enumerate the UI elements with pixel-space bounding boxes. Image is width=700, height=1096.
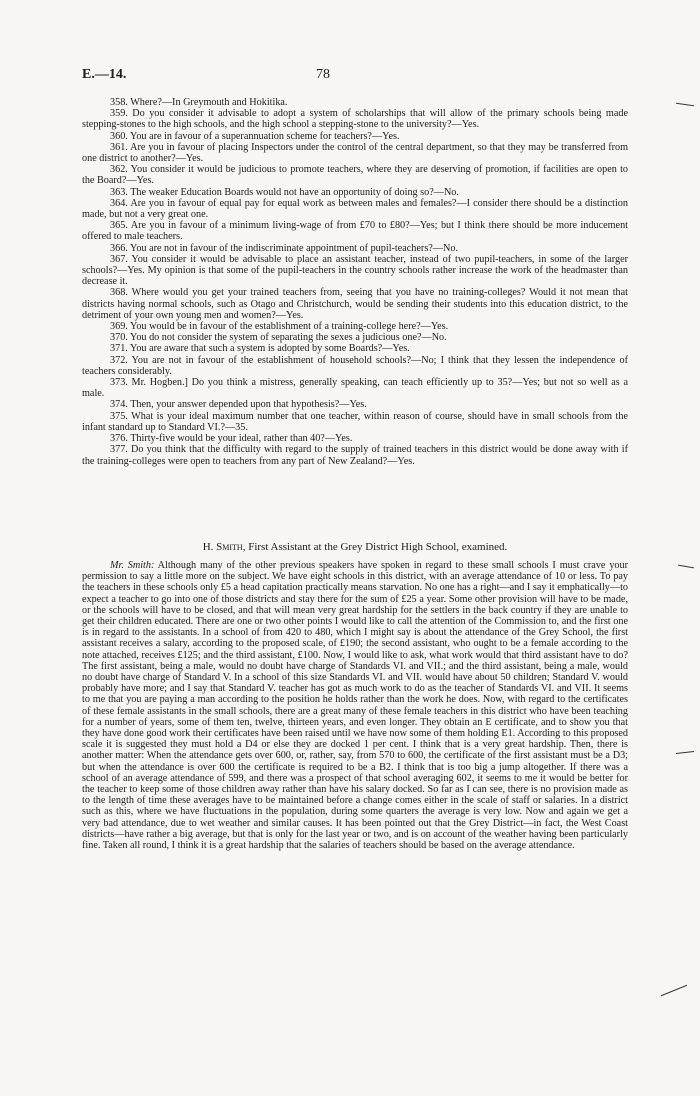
qa-paragraph: 359. Do you consider it advisable to adopt a system of scholarships that will allow of the primary schools being made stepping-stones to the high schools, and the high school a stepping-stone to the university?—Yes. <box>82 108 628 131</box>
qa-paragraph: 377. Do you think that the difficulty with regard to the supply of trained teachers in this district would be done away with if the training-colleges were open to teachers from any part of New Zealand?—Yes. <box>82 444 628 467</box>
qa-paragraph: 373. Mr. Hogben.] Do you think a mistress, generally speaking, can teach efficiently up to 35?—Yes; but not so well as a male. <box>82 377 628 400</box>
qa-paragraph: 369. You would be in favour of the establishment of a training-college here?—Yes. <box>110 321 449 333</box>
qa-paragraph: 365. Are you in favour of a minimum living-wage of from £70 to £80?—Yes; but I think there should be more inducement offered to male teachers. <box>82 220 628 243</box>
qa-paragraph: 370. You do not consider the system of separating the sexes a judicious one?—No. <box>110 332 447 344</box>
margin-pencil-mark <box>678 565 694 569</box>
testimony-paragraph <box>82 560 628 851</box>
qa-paragraph: 374. Then, your answer depended upon that hypothesis?—Yes. <box>110 399 367 411</box>
qa-paragraph: 361. Are you in favour of placing Inspectors under the control of the central department, so that they may be transferred from one district to another?—Yes. <box>82 141 628 165</box>
qa-paragraph: 366. You are not in favour of the indiscriminate appointment of pupil-teachers?—No. <box>110 242 458 254</box>
witness-heading <box>82 541 628 553</box>
qa-paragraph: 371. You are aware that such a system is adopted by some Boards?—Yes. <box>110 343 410 355</box>
qa-paragraph: 368. Where would you get your trained teachers from, seeing that you have no training-colleges? Would it not mean that districts having normal schools, such as Otago and Christchurch, would be sending their students into this education district, to the detriment of your own young men and women?—Yes. <box>82 287 628 321</box>
parliamentary-paper-reference: E.—14. <box>82 67 127 82</box>
page-header <box>82 67 630 87</box>
qa-paragraph: 372. You are not in favour of the establishment of household schools?—No; I think that they lessen the independence of teachers considerably. <box>82 354 628 377</box>
witness-description: , First Assistant at the Grey District High School, examined. <box>242 541 508 553</box>
question-answer-list <box>82 97 628 467</box>
margin-pencil-mark <box>676 751 694 754</box>
testimony-text: Although many of the other previous speakers have spoken in regard to these small schools I must crave your permission to say a little more on the subject. We have eight schools in this district, with an average attendance of 10 or less. To pay the teachers in these schools only £5 a head capitation practically means starvation. No one has a right—and I say it emphatically—to expect a teacher to go into one of those districts and stay there for the sum of £25 a year. Some other provision will have to be made, or the schools will have to be closed, and that will mean very great hardship for the settlers in the back country if they are unable to get their children educated. There are one or two other points I would like to call the attention of the Commission to, and the first one is in regard to the assistants. In a school of from 420 to 480, which I might say is about the attendance of the Grey School, the first assistant receives a salary, according to the proposed scale, of £190; the second assistant, who ought to be a female according to the note attached, receives £125; and the third assistant, £100. Now, I would like to ask, what work would that third assistant have to do? The first assistant, being a male, would no doubt have charge of Standards VI. and VII.; and the third assistant, being a male, would no doubt have charge of Standard V. In a school of this size Standards VI. and VII. would have about 50 children; Standard V. would probably have more; and I say that Standard V. teacher has got as much work to do as the teacher of Standards VI. and VII. It seems to me that you are paying a man according to the position he holds rather than the work he does. Now, with regard to the certificates of these female assistants in the small schools, there are a great many of these female teachers in this district who have been teaching for a number of years, some of them ten, twelve, thirteen years, and even longer. They obtain an E certificate, and to show you that they have done good work their certificates have been raised until we have now some of them holding E1. According to this proposed scale it is suggested they must hold a D4 or else they are docked 1 per cent. I think that is a very great hardship. Then, there is another matter: When the attendance gets over 600, or, rather, say, from 570 to 600, the certificate of the first assistant must be a D3; but when the attendance is over 600 the certificate is required to be a B2. I think that is too big a jump altogether. If there was a school of an average attendance of 599, and there was a prospect of that school averaging 602, it seems to me it would be better for the teacher to keep some of those children away rather than have his salary docked. So far as I can see, there is no provision made as to the length of time these averages have to be maintained before a change comes either in the scale of staff or salaries. In a district such as this, where we have fluctuations in the population, during some quarters the average is very low. Now and again we get a very bad attendance, due to wet weather and similar causes. It has been pointed out that the Grey District—in fact, the West Coast districts—have rather a big average, but that is only for the last year or two, and is on account of the weather having been particularly fine. Taken all round, I think it is a great hardship that the salaries of teachers should be based on the average attendance. <box>82 560 628 852</box>
qa-paragraph: 375. What is your ideal maximum number that one teacher, within reason of course, should have in small schools from the infant standard up to Standard VI.?—35. <box>82 410 628 433</box>
page-number: 78 <box>316 67 330 82</box>
speaker-name: Mr. Smith: <box>110 560 155 571</box>
margin-pencil-mark <box>661 985 687 996</box>
qa-paragraph: 360. You are in favour of a superannuation scheme for teachers?—Yes. <box>110 130 400 142</box>
witness-name: H. Smith <box>202 541 243 553</box>
qa-paragraph: 367. You consider it would be advisable to place an assistant teacher, instead of two pupil-teachers, in some of the larger schools?—Yes. My opinion is that some of the pupil-teachers in the country schools rather increase the work of the headmaster than decrease it. <box>82 253 628 288</box>
qa-paragraph: 358. Where?—In Greymouth and Hokitika. <box>110 97 288 108</box>
margin-pencil-mark <box>676 103 694 106</box>
qa-paragraph: 363. The weaker Education Boards would not have an opportunity of doing so?—No. <box>110 186 459 198</box>
qa-paragraph: 376. Thirty-five would be your ideal, rather than 40?—Yes. <box>110 433 353 445</box>
qa-paragraph: 364. Are you in favour of equal pay for equal work as between males and females?—I consider there should be a distinction made, but not a very great one. <box>82 197 628 221</box>
qa-paragraph: 362. You consider it would be judicious to promote teachers, where they are deserving of promotion, if facilities are open to the Board?—Yes. <box>82 164 628 187</box>
